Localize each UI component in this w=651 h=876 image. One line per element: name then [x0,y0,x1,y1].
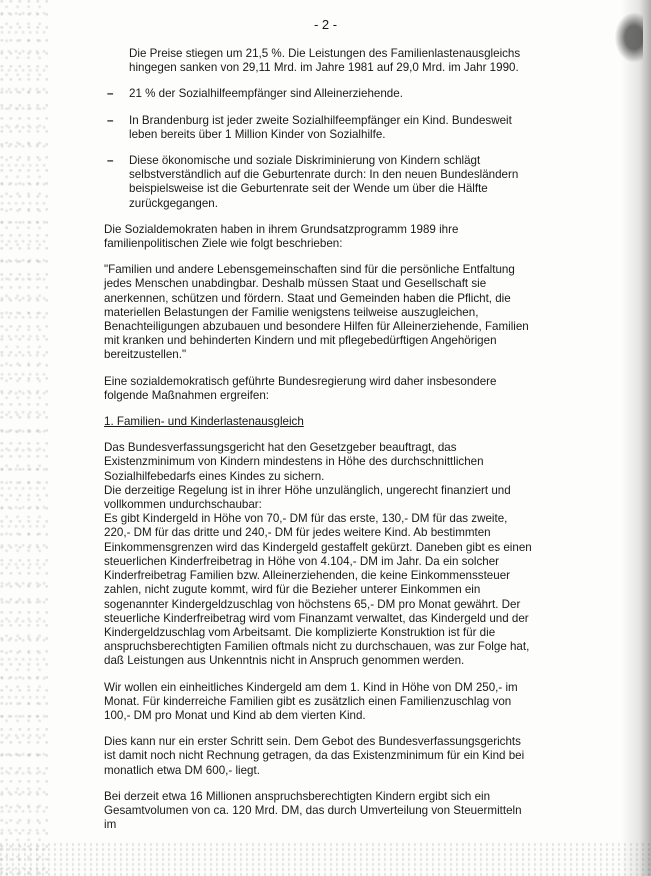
bullet-text: In Brandenburg ist jeder zweite Sozialhilfeempfänger ein Kind. Bundesweit leben bereits über 1 Million Kinder von Sozialhilfe. [129,113,512,141]
section-heading: 1. Familien- und Kinderlastenausgleich [104,415,304,429]
dash-marker: – [107,113,114,127]
dash-marker: – [107,154,114,168]
dash-marker: – [107,87,114,101]
bullet-item [104,87,534,101]
section-paragraph: Das Bundesverfassungsgericht hat den Gesetzgeber beauftragt, das Existenzminimum von Kindern mindestens in Höhe des durchschnittlichen Sozialhilfebedarfs eines Kindes zu sichern. [104,441,484,483]
program-intro: Die Sozialdemokraten haben in ihrem Grundsatzprogramm 1989 ihre familienpolitischen Ziele wie folgt beschrieben: [104,222,459,251]
page-number: - 2 - [313,17,338,32]
child-benefit-paragraph: Wir wollen ein einheitliches Kindergeld am dem 1. Kind in Höhe von DM 250,- im Monat. Für kinderreiche Familien gibt es zusätzlich einen Familienzuschlag von 100,- DM pro Monat und Kind ab dem vierten Kind. [104,680,518,722]
bullet-item [104,154,534,211]
first-step-paragraph: Dies kann nur ein erster Schritt sein. Dem Gebot des Bundesverfassungsgerichts ist damit noch nicht Rechnung getragen, da das Existenzminimum für ein Kind bei monatlich etwa DM 600,- liegt. [104,735,525,777]
measures-intro: Eine sozialdemokratisch geführte Bundesregierung wird daher insbesondere folgende Maßnahmen ergreifen: [104,374,497,402]
closing-paragraph: Bei derzeit etwa 16 Millionen anspruchsberechtigten Kindern ergibt sich ein Gesamtvolumen von ca. 120 Mrd. DM, das durch Umverteilung von Steuermitteln im [104,789,522,832]
section-paragraph: Es gibt Kindergeld in Höhe von 70,- DM für das erste, 130,- DM für das zweite, 220,- DM für das dritte und 240,- DM für jedes weitere Kind. Ab bestimmten Einkommensgrenzen wird das Kindergeld gestaffelt gekürzt. Daneben gibt es einen steuerlichen Kinderfreibetrag in Höhe von 4.104,- DM im Jahr. Da ein solcher Kinderfreibetrag Familien bzw. Alleinerziehenden, die keine Einkommenssteuer zahlen, nicht zugute kommt, wird für die Bezieher unterer Einkommen ein sogenannter Kindergeldzuschlag von höchstens 65,- DM pro Monat gewährt. Der steuerliche Kinderfreibetrag wird vom Finanzamt verwaltet, das Kindergeld und der Kindergeldzuschlag vom Arbeitsamt. Die komplizierte Konstruktion ist für die anspruchsberechtigten Familien oftmals nicht zu durchschauen, was zur Folge hat, daß Leistungen aus Unkenntnis nicht in Anspruch genommen werden. [104,512,532,668]
scan-noise-bottom [0,842,651,876]
section-body [104,441,534,668]
document-body [104,47,534,832]
scan-noise-left [0,0,48,876]
scan-shadow-right [621,0,651,876]
bullet-item [104,114,534,142]
bullet-text: 21 % der Sozialhilfeempfänger sind Alleinerziehende. [129,87,403,101]
bullet-text: Diese ökonomische und soziale Diskriminierung von Kindern schlägt selbstverständlich auf die Geburtenrate durch: In den neuen Bundesländern beispielsweise ist die Geburtenrate seit der Wende um über die Hälfte zurückgegangen. [129,154,519,210]
section-paragraph: Die derzeitige Regelung ist in ihrer Höhe unzulänglich, ungerecht finanziert und vollkommen undurchschaubar: [104,483,511,512]
program-quote: "Familien und andere Lebensgemeinschaften sind für die persönliche Entfaltung jedes Menschen unabdingbar. Deshalb müssen Staat und Gesellschaft sie anerkennen, schützen und fördern. Staat und Gemeinden haben die Pflicht, die materiellen Belastungen der Familie wenigstens teilweise auszugleichen, Benachteiligungen abzubauen und besondere Hilfen für Alleinerziehende, Familien mit kranken und behinderten Kindern und mit pflegebedürftigen Angehörigen bereitzustellen." [104,263,529,362]
intro-paragraph: Die Preise stiegen um 21,5 %. Die Leistungen des Familienlastenausgleichs hingegen sanken von 29,11 Mrd. im Jahre 1981 auf 29,0 Mrd. im Jahr 1990. [129,47,521,75]
